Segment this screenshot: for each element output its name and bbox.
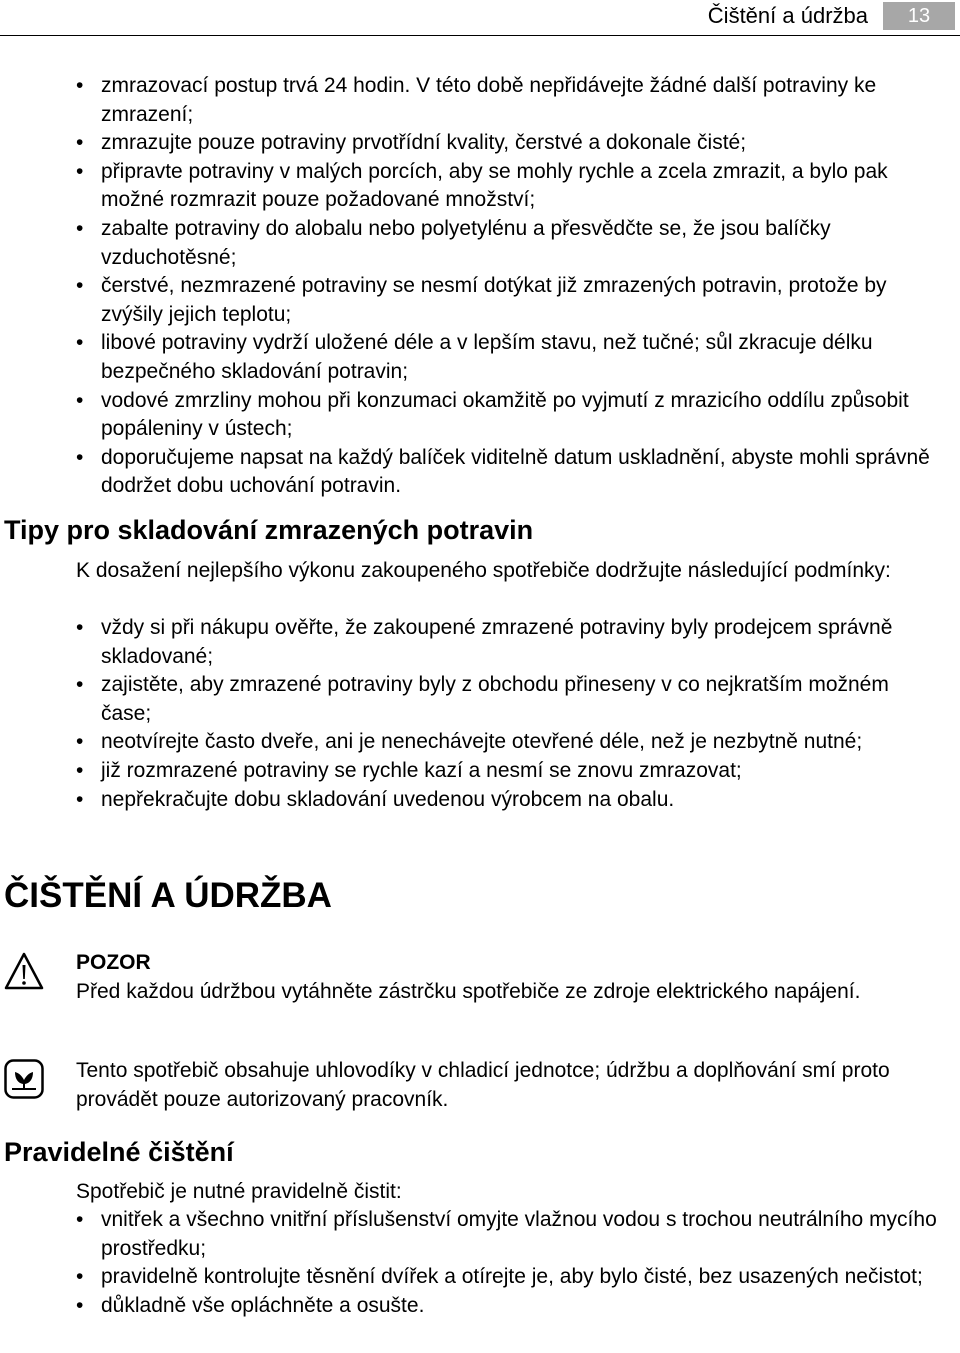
storage-heading: Tipy pro skladování zmrazených potravin <box>4 515 534 545</box>
list-item: • vždy si při nákupu ověřte, že zakoupené zmrazené potraviny byly prodejcem správně skladované; <box>0 614 952 671</box>
list-item: • pravidelně kontrolujte těsnění dvířek a otírejte je, aby bylo čisté, bez usazených nečistot; <box>0 1263 952 1292</box>
warning-text: Před každou údržbou vytáhněte zástrčku spotřebiče ze zdroje elektrického napájení. <box>76 979 861 1003</box>
warning-title: POZOR <box>76 951 151 974</box>
list-item: • libové potraviny vydrží uložené déle a v lepším stavu, než tučné; sůl zkracuje délku bezpečného skladování potravin; <box>0 329 952 386</box>
list-item: • neotvírejte často dveře, ani je nenechávejte otevřené déle, než je nezbytně nutné; <box>0 728 952 757</box>
regular-cleaning-heading: Pravidelné čištění <box>4 1137 234 1167</box>
cleaning-heading: ČIŠTĚNÍ A ÚDRŽBA <box>4 876 332 915</box>
list-item: • zabalte potraviny do alobalu nebo polyetylénu a přesvědčte se, že jsou balíčky vzduchotěsné; <box>0 215 952 272</box>
freezing-tips-list <box>0 72 952 501</box>
list-item: • připravte potraviny v malých porcích, aby se mohly rychle a zcela zmrazit, a bylo pak možné rozmrazit pouze požadované množství; <box>0 158 952 215</box>
list-item: • nepřekračujte dobu skladování uvedenou výrobcem na obalu. <box>0 786 952 815</box>
storage-intro: K dosažení nejlepšího výkonu zakoupeného spotřebiče dodržujte následující podmínky: <box>76 559 891 582</box>
warning-block <box>76 949 952 1006</box>
environment-note: Tento spotřebič obsahuje uhlovodíky v chladicí jednotce; údržbu a doplňování smí proto provádět pouze autorizovaný pracovník. <box>76 1059 890 1111</box>
list-item: • vodové zmrzliny mohou při konzumaci okamžitě po vyjmutí z mrazicího oddílu způsobit popáleniny v ústech; <box>0 387 952 444</box>
list-item: • vnitřek a všechno vnitřní příslušenství omyjte vlažnou vodou s trochou neutrálního mycího prostředku; <box>0 1206 952 1263</box>
warning-triangle-icon <box>4 951 44 991</box>
list-item: • již rozmrazené potraviny se rychle kazí a nesmí se znovu zmrazovat; <box>0 757 952 786</box>
list-item: • zajistěte, aby zmrazené potraviny byly z obchodu přineseny v co nejkratším možném čase; <box>0 671 952 728</box>
regular-cleaning-list <box>0 1206 952 1320</box>
header-rule <box>0 35 960 36</box>
page-number: 13 <box>883 2 955 30</box>
list-item: • doporučujeme napsat na každý balíček viditelně datum uskladnění, abyste mohli správně dodržet dobu uchování potravin. <box>0 444 952 501</box>
storage-tips-list <box>0 614 952 814</box>
environment-icon <box>4 1059 44 1099</box>
header-title: Čištění a údržba <box>707 3 868 28</box>
regular-cleaning-intro: Spotřebič je nutné pravidelně čistit: <box>76 1180 402 1203</box>
list-item: • zmrazovací postup trvá 24 hodin. V této době nepřidávejte žádné další potraviny ke zmrazení; <box>0 72 952 129</box>
list-item: • čerstvé, nezmrazené potraviny se nesmí dotýkat již zmrazených potravin, protože by zvýšily jejich teplotu; <box>0 272 952 329</box>
list-item: • důkladně vše opláchněte a osušte. <box>0 1292 952 1321</box>
page-header <box>0 0 960 37</box>
list-item: • zmrazujte pouze potraviny prvotřídní kvality, čerstvé a dokonale čisté; <box>0 129 952 158</box>
